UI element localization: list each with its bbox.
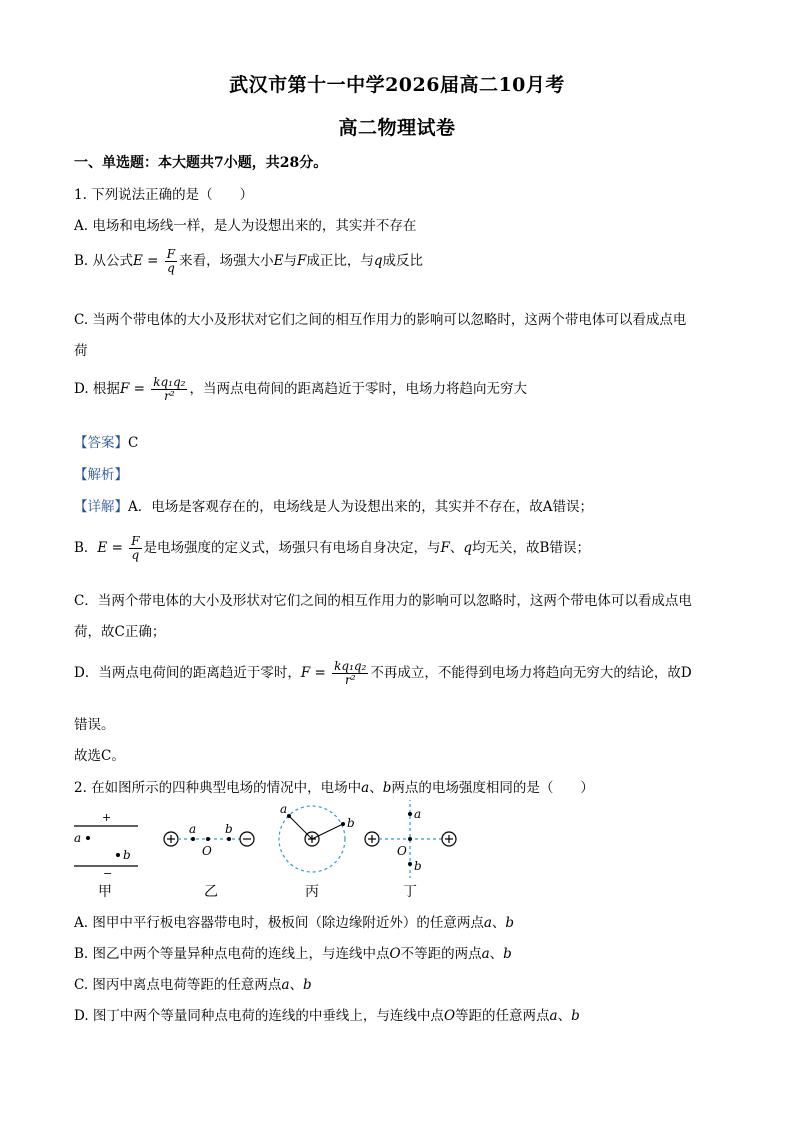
figure-yi [164, 822, 254, 900]
q1-detail-c-line1: C．当两个带电体的大小及形状对它们之间的相互作用力的影响可以忽略时，这两个带电体可以看成点电 [74, 593, 692, 609]
section-heading: 一、单选题：本大题共7小题，共28分。 [74, 155, 328, 171]
q1-analysis-tag: 【解析】 [74, 467, 128, 483]
electric-field-figure [60, 800, 480, 900]
svg-text:O: O [202, 844, 212, 858]
jia-point-b [116, 853, 120, 857]
q1-answer: 【答案】C [74, 435, 139, 451]
q1-option-c-line2: 荷 [74, 343, 88, 359]
svg-text:a: a [414, 807, 422, 821]
caption-jia: 甲 [98, 884, 112, 900]
jia-label-b: b [123, 848, 131, 862]
figure-ding [365, 800, 456, 900]
fraction-coulomb: $\frac{\text{kq₁q₂}}{\text{r²}}$ [153, 375, 186, 403]
svg-text:b: b [347, 816, 355, 830]
q2-option-c: C. 图丙中离点电荷等距的任意两点a、b [74, 977, 312, 993]
exam-subtitle: 高二物理试卷 [338, 117, 456, 139]
plate-plus-sign: + [102, 811, 112, 824]
caption-ding: 丁 [403, 884, 417, 900]
q1-detail-d-line2: 错误。 [74, 717, 115, 733]
jia-label-a: a [74, 831, 82, 845]
q1-detail-d: D．当两点电荷间的距离趋近于零时，F = $\frac{\text{kq₁q₂}}{\text{r²}}$ 不再成立，不能得到电场力将趋向无穷大的结论，故D [74, 659, 692, 687]
q1-conclusion: 故选C。 [74, 748, 125, 764]
figure-bing [279, 802, 355, 900]
q1-option-b: B. 从公式E = $\frac{F}{q}$ 来看，场强大小E与F成正比，与q成反比 [74, 247, 423, 275]
fraction-f-over-q: $\frac{F}{q}$ [166, 247, 176, 275]
figure-jia [74, 811, 138, 900]
svg-text:a: a [189, 822, 197, 836]
svg-text:b: b [414, 859, 422, 873]
q1-option-d: D. 根据F = $\frac{\text{kq₁q₂}}{\text{r²}}$ ，当两点电荷间的距离趋近于零时，电场力将趋向无穷大 [74, 375, 527, 403]
q1-detail-b: B．E = $\frac{F}{q}$ 是电场强度的定义式，场强只有电场自身决定，与F、q均无关，故B错误； [74, 534, 590, 562]
jia-point-a [86, 836, 90, 840]
q2-option-b: B. 图乙中两个等量异种点电荷的连线上，与连线中点O不等距的两点a、b [74, 946, 512, 962]
q2-option-a: A. 图甲中平行板电容器带电时，极板间（除边缘附近外）的任意两点a、b [74, 915, 515, 931]
q1-stem: 1. 下列说法正确的是（ ） [74, 187, 254, 203]
plate-minus-sign: − [103, 867, 113, 880]
svg-text:O: O [397, 844, 407, 858]
q1-option-c-line1: C. 当两个带电体的大小及形状对它们之间的相互作用力的影响可以忽略时，这两个带电体可以看成点电 [74, 312, 687, 328]
q2-stem: 2. 在如图所示的四种典型电场的情况中，电场中a、b两点的电场强度相同的是（ ） [74, 780, 594, 796]
q1-detail-a: 【详解】A．电场是客观存在的，电场线是人为设想出来的，其实并不存在，故A错误； [74, 499, 593, 515]
svg-text:a: a [280, 802, 288, 816]
fraction-coulomb-2: $\frac{\text{kq₁q₂}}{\text{r²}}$ [334, 659, 367, 687]
svg-text:b: b [225, 822, 233, 836]
caption-bing: 丙 [305, 884, 319, 900]
q2-option-d: D. 图丁中两个等量同种点电荷的连线的中垂线上，与连线中点O等距的任意两点a、b [74, 1008, 580, 1024]
caption-yi: 乙 [204, 884, 218, 900]
q1-detail-c-line2: 荷，故C正确； [74, 624, 166, 640]
q1-option-a: A. 电场和电场线一样，是人为设想出来的，其实并不存在 [74, 218, 417, 234]
exam-title: 武汉市第十一中学2026届高二10月考 [229, 74, 565, 96]
fraction-f-over-q-2: $\frac{F}{q}$ [131, 534, 140, 562]
